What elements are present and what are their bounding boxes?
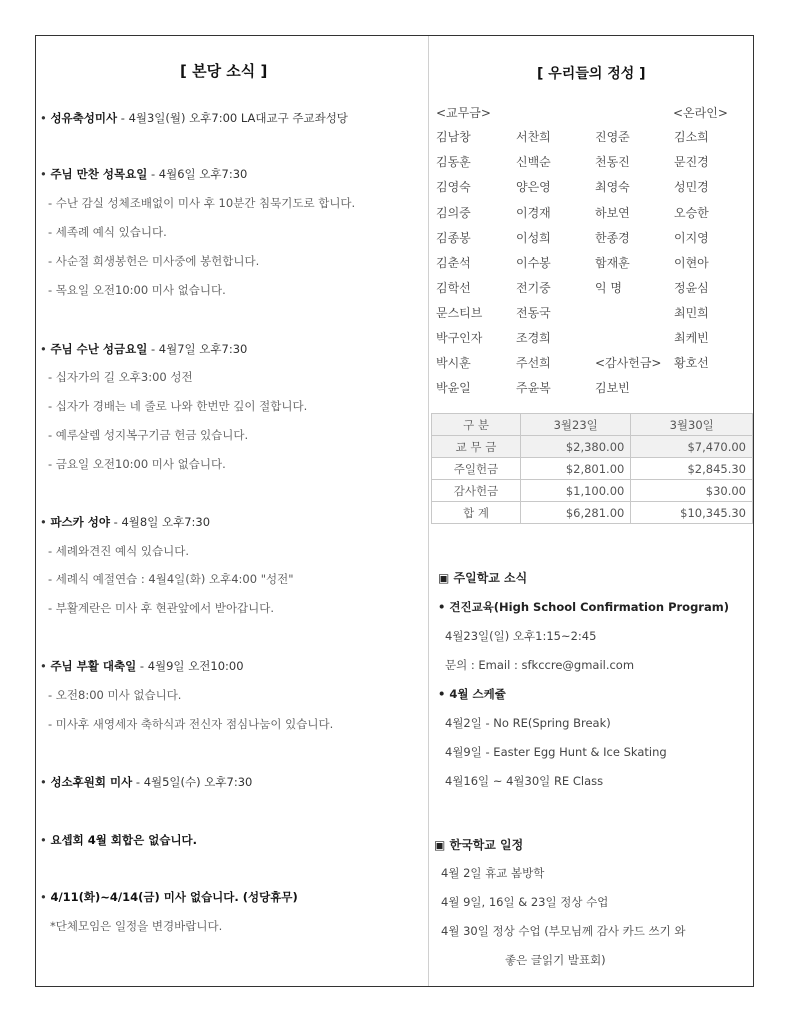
donor-name: 이경재	[516, 206, 551, 220]
donor-name: 김학선	[436, 281, 471, 295]
table-cell: 주일헌금	[432, 458, 521, 480]
donor-name: 최케빈	[674, 331, 709, 345]
table-header-cell: 3월23일	[521, 414, 631, 436]
donor-name: 이성희	[516, 231, 551, 245]
donor-name: 김남창	[436, 130, 471, 144]
confirmation-item: • 견진교육(High School Confirmation Program)	[438, 600, 729, 614]
table-row	[432, 502, 753, 524]
column-divider	[428, 36, 429, 986]
donor-name: 문스티브	[436, 306, 483, 320]
news-item: • 성소후원회 미사 - 4월5일(수) 오후7:30	[40, 775, 253, 789]
offering-table	[431, 413, 753, 524]
news-item: • 성유축성미사 - 4월3일(월) 오후7:00 LA대교구 주교좌성당	[40, 111, 348, 125]
donor-name: 신백순	[516, 155, 551, 169]
news-item: • 파스카 성야 - 4월8일 오후7:30	[40, 515, 211, 529]
news-sub: - 세례와견진 예식 있습니다.	[48, 544, 189, 558]
news-item: • 주님 부활 대축일 - 4월9일 오전10:00	[40, 659, 244, 673]
donor-name: 최민희	[674, 306, 709, 320]
donor-name: 박윤일	[436, 381, 471, 395]
news-sub: - 사순절 희생봉헌은 미사중에 봉헌합니다.	[48, 254, 260, 268]
korean-line: 좋은 글읽기 발표회)	[505, 953, 606, 967]
thanks-header: <감사헌금>	[595, 356, 662, 370]
donor-name: 문진경	[674, 155, 709, 169]
online-header: <온라인>	[673, 106, 728, 120]
table-row	[432, 436, 753, 458]
news-item: • 주님 만찬 성목요일 - 4월6일 오후7:30	[40, 167, 248, 181]
school-line: 문의 : Email : sfkccre@gmail.com	[445, 658, 635, 672]
sunday-school-title: ▣ 주일학교 소식	[438, 571, 528, 585]
table-cell: $6,281.00	[521, 502, 631, 524]
donor-name: 양은영	[516, 180, 551, 194]
donor-name: 김영숙	[436, 180, 471, 194]
donor-name: 이수봉	[516, 256, 551, 270]
korean-school-title: ▣ 한국학교 일정	[434, 838, 524, 852]
right-title: [ 우리들의 정성 ]	[537, 66, 646, 82]
left-title: [ 본당 소식 ]	[180, 62, 268, 80]
donor-name: 진영준	[595, 130, 630, 144]
news-item: • 4/11(화)~4/14(금) 미사 없습니다. (성당휴무)	[40, 890, 298, 904]
donor-name: 서찬희	[516, 130, 551, 144]
news-sub: - 미사후 새영세자 축하식과 전신자 점심나눔이 있습니다.	[48, 717, 334, 731]
donor-name: 주선희	[516, 356, 551, 370]
donor-name: 익 명	[595, 281, 622, 295]
donor-name: 김종봉	[436, 231, 471, 245]
table-row	[432, 458, 753, 480]
table-cell: 합 계	[432, 502, 521, 524]
donor-name: 이현아	[674, 256, 709, 270]
donor-name: 최영숙	[595, 180, 630, 194]
news-item: • 주님 수난 성금요일 - 4월7일 오후7:30	[40, 342, 248, 356]
korean-line: 4월 2일 휴교 봄방학	[441, 866, 545, 880]
table-cell: $2,801.00	[521, 458, 631, 480]
table-cell: $1,100.00	[521, 480, 631, 502]
donor-name: 하보연	[595, 206, 630, 220]
table-row	[432, 480, 753, 502]
donor-name: 천동진	[595, 155, 630, 169]
table-header-cell: 3월30일	[631, 414, 753, 436]
news-sub: - 예루살렘 성지복구기금 헌금 있습니다.	[48, 428, 249, 442]
school-line: 4월9일 - Easter Egg Hunt & Ice Skating	[445, 745, 667, 759]
donor-name: 김소희	[674, 130, 709, 144]
news-sub: - 십자가의 길 오후3:00 성전	[48, 370, 193, 384]
news-note: *단체모임은 일정을 변경바랍니다.	[50, 919, 223, 933]
donor-name: 함재훈	[595, 256, 630, 270]
donor-name: 김의중	[436, 206, 471, 220]
news-sub: - 부활계란은 미사 후 현관앞에서 받아갑니다.	[48, 601, 275, 615]
table-cell: 감사헌금	[432, 480, 521, 502]
news-item: • 요셉회 4월 회합은 없습니다.	[40, 833, 198, 847]
table-header-row	[432, 414, 753, 436]
korean-line: 4월 30일 정상 수업 (부모님께 감사 카드 쓰기 와	[441, 924, 686, 938]
donor-name: 김보빈	[595, 381, 630, 395]
donor-name: 오승한	[674, 206, 709, 220]
school-line: 4월2일 - No RE(Spring Break)	[445, 716, 611, 730]
donor-name: 전기중	[516, 281, 551, 295]
donor-name: 황호선	[674, 356, 709, 370]
donor-name: 이지영	[674, 231, 709, 245]
donor-name: 조경희	[516, 331, 551, 345]
schedule-item: • 4월 스케쥴	[438, 687, 506, 701]
news-sub: - 세족례 예식 있습니다.	[48, 225, 167, 239]
donor-name: 성민경	[674, 180, 709, 194]
news-sub: - 오전8:00 미사 없습니다.	[48, 688, 182, 702]
news-sub: - 세례식 예절연습 : 4월4일(화) 오후4:00 "성전"	[48, 572, 294, 586]
donor-name: 정윤심	[674, 281, 709, 295]
donor-name: 박구인자	[436, 331, 483, 345]
donor-name: 주윤복	[516, 381, 551, 395]
table-cell: $7,470.00	[631, 436, 753, 458]
donor-name: 박시훈	[436, 356, 471, 370]
table-header-cell: 구 분	[432, 414, 521, 436]
korean-line: 4월 9일, 16일 & 23일 정상 수업	[441, 895, 609, 909]
news-sub: - 금요일 오전10:00 미사 없습니다.	[48, 457, 226, 471]
tithe-header: <교무금>	[436, 106, 491, 120]
table-cell: $2,845.30	[631, 458, 753, 480]
donor-name: 김춘석	[436, 256, 471, 270]
news-sub: - 십자가 경배는 네 줄로 나와 한번만 깊이 절합니다.	[48, 399, 308, 413]
donor-name: 김동훈	[436, 155, 471, 169]
news-sub: - 목요일 오전10:00 미사 없습니다.	[48, 283, 226, 297]
table-cell: $2,380.00	[521, 436, 631, 458]
school-line: 4월23일(일) 오후1:15~2:45	[445, 629, 597, 643]
donor-name: 한종경	[595, 231, 630, 245]
table-cell: $30.00	[631, 480, 753, 502]
news-sub: - 수난 감실 성체조배없이 미사 후 10분간 침묵기도로 합니다.	[48, 196, 356, 210]
table-cell: 교 무 금	[432, 436, 521, 458]
donor-name: 전동국	[516, 306, 551, 320]
school-line: 4월16일 ~ 4월30일 RE Class	[445, 774, 604, 788]
table-cell: $10,345.30	[631, 502, 753, 524]
